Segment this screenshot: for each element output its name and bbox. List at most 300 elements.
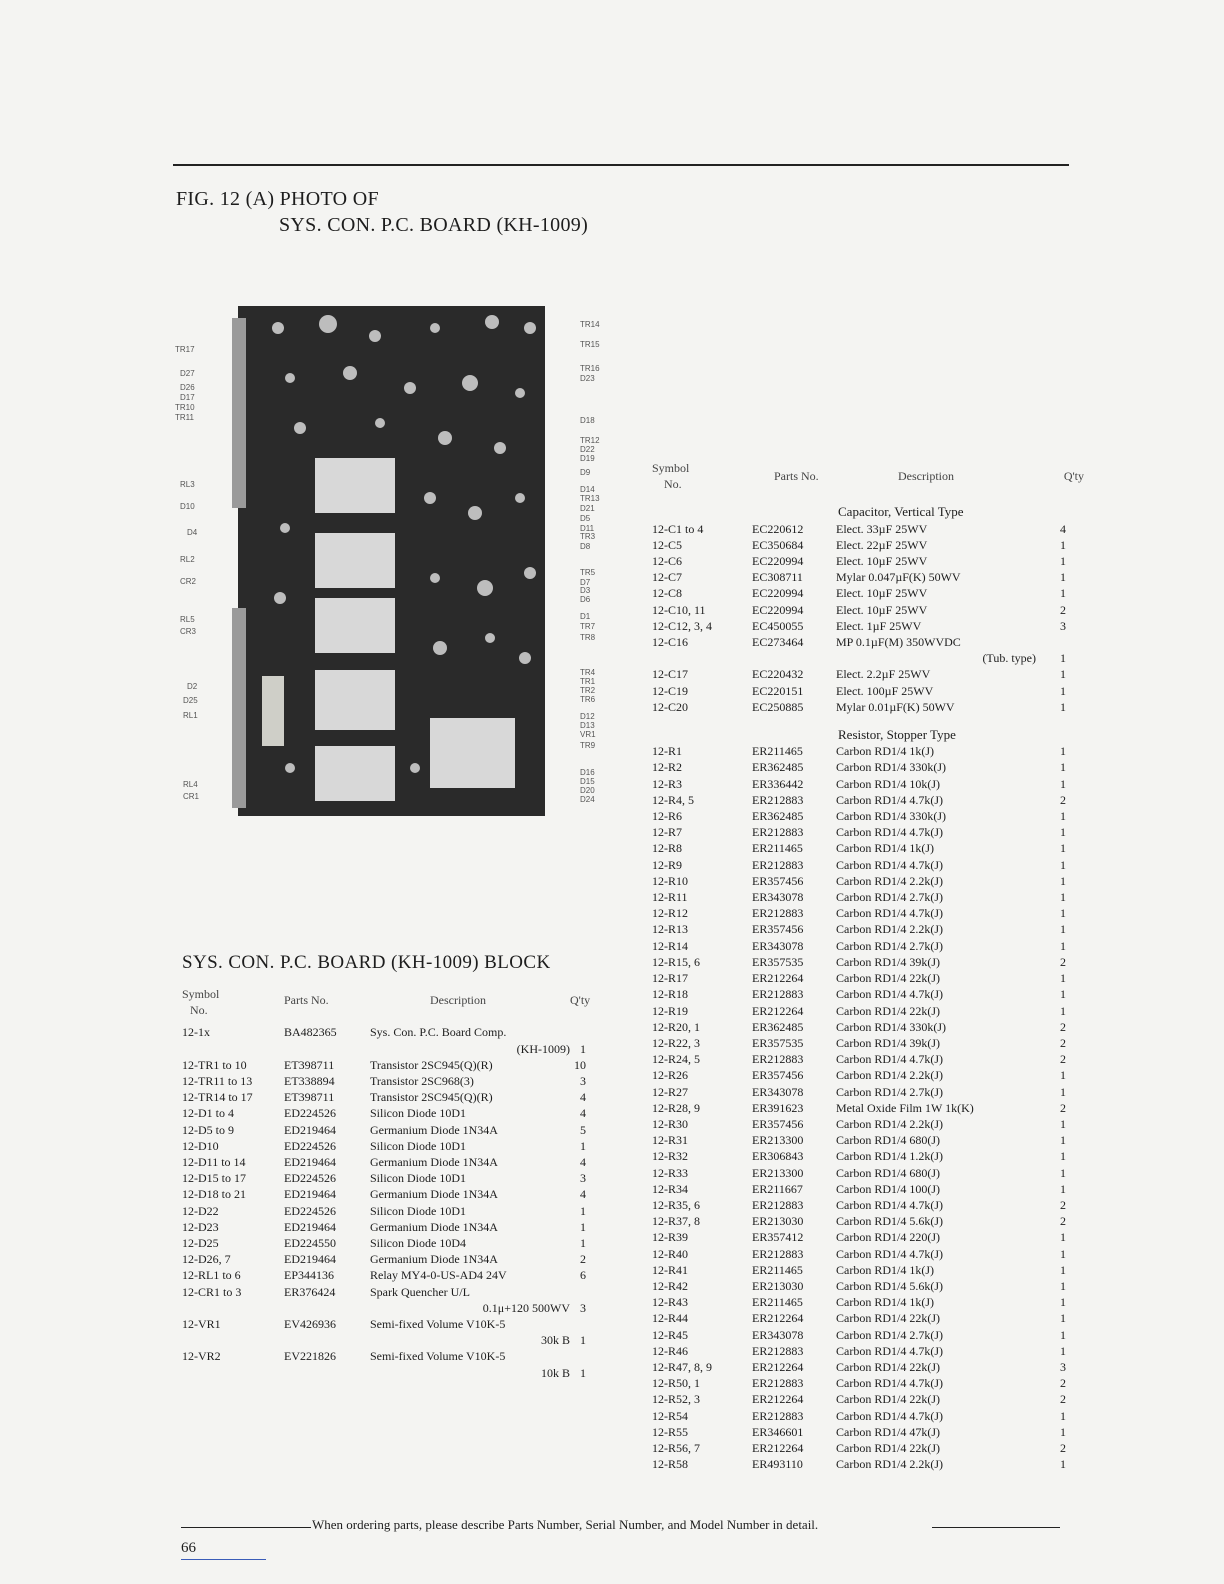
parts-no-cell: ER212264 <box>752 1440 804 1455</box>
parts-no-cell: ER357412 <box>752 1230 804 1245</box>
parts-no-cell: ER357456 <box>752 1068 804 1083</box>
table-row <box>652 553 1084 569</box>
symbol-cell: 12-R8 <box>652 841 682 856</box>
description-cell: Carbon RD1/4 22k(J) <box>836 1003 940 1018</box>
symbol-cell: 12-R20, 1 <box>652 1019 700 1034</box>
qty-cell: 1 <box>1060 1424 1066 1439</box>
parts-no-cell <box>284 1365 370 1381</box>
description-cell: Carbon RD1/4 2.2k(J) <box>836 922 943 937</box>
description-cell: Carbon RD1/4 1k(J) <box>836 841 934 856</box>
photo-label: TR1 <box>580 677 596 686</box>
parts-no-cell: ER213030 <box>752 1278 804 1293</box>
symbol-cell: 12-R19 <box>652 1003 688 1018</box>
qty-cell: 2 <box>1060 602 1066 617</box>
qty-cell: 1 <box>1060 699 1066 714</box>
symbol-cell: 12-VR1 <box>182 1317 221 1332</box>
symbol-cell: 12-R22, 3 <box>652 1035 700 1050</box>
table-row <box>652 1165 1084 1181</box>
qty-cell: 1 <box>1060 1149 1066 1164</box>
parts-no-cell: ER357535 <box>752 1035 804 1050</box>
description-cell: Carbon RD1/4 4.7k(J) <box>836 792 943 807</box>
block-parts-table <box>182 986 591 1381</box>
table-row <box>652 1213 1084 1229</box>
parts-no-cell: ER336442 <box>752 776 804 791</box>
symbol-cell: 12-R55 <box>652 1424 688 1439</box>
table-row <box>182 1041 586 1057</box>
description-cell: Carbon RD1/4 5.6k(J) <box>836 1278 943 1293</box>
parts-no-cell: ER212883 <box>752 825 804 840</box>
qty-cell: 2 <box>1060 792 1066 807</box>
table-row <box>652 699 1084 715</box>
description-cell: Germanium Diode 1N34A <box>370 1252 498 1267</box>
photo-label: RL2 <box>180 555 195 564</box>
table-row <box>652 1278 1084 1294</box>
parts-no-cell: ER212264 <box>752 1311 804 1326</box>
photo-label: TR5 <box>580 568 596 577</box>
qty-cell: 1 <box>1060 1068 1066 1083</box>
table-row <box>652 808 1084 824</box>
description-cell: Carbon RD1/4 2.7k(J) <box>836 1327 943 1342</box>
qty-cell: 10 <box>574 1057 586 1072</box>
qty-cell: 1 <box>1060 1133 1066 1148</box>
description-cell: Carbon RD1/4 330k(J) <box>836 760 946 775</box>
description-cell: Carbon RD1/4 10k(J) <box>836 776 940 791</box>
parts-no-cell: ER343078 <box>752 890 804 905</box>
description-cell: Relay MY4-0-US-AD4 24V <box>370 1268 507 1283</box>
table-row <box>652 1343 1084 1359</box>
symbol-cell: 12-C5 <box>652 537 682 552</box>
header-symbol: Symbol No. <box>182 987 220 1018</box>
table-row <box>652 1084 1084 1100</box>
photo-label: TR3 <box>580 532 596 541</box>
symbol-cell: 12-RL1 to 6 <box>182 1268 241 1283</box>
parts-no-cell: ER212883 <box>752 1343 804 1358</box>
description-cell: Silicon Diode 10D1 <box>370 1203 466 1218</box>
parts-no-cell: ER357456 <box>752 922 804 937</box>
pcb-photo <box>230 298 550 818</box>
qty-cell: 1 <box>1060 1165 1066 1180</box>
symbol-cell: 12-R56, 7 <box>652 1440 700 1455</box>
photo-label: D2 <box>187 682 198 691</box>
description-cell: Germanium Diode 1N34A <box>370 1122 498 1137</box>
symbol-cell: 12-R45 <box>652 1327 688 1342</box>
qty-cell: 1 <box>1060 971 1066 986</box>
photo-label: D24 <box>580 795 595 804</box>
description-cell: Transistor 2SC945(Q)(R) <box>370 1090 493 1105</box>
qty-cell: 1 <box>1060 809 1066 824</box>
parts-no-cell: ED224526 <box>284 1171 336 1186</box>
symbol-cell: 12-R13 <box>652 922 688 937</box>
parts-no-cell: ER212883 <box>752 1197 804 1212</box>
photo-label: D14 <box>580 485 595 494</box>
description-cell: Carbon RD1/4 2.7k(J) <box>836 890 943 905</box>
symbol-cell <box>182 1300 284 1316</box>
qty-cell: 4 <box>580 1106 586 1121</box>
qty-cell: 1 <box>1060 760 1066 775</box>
table-row <box>182 1122 586 1138</box>
qty-cell: 1 <box>1060 1181 1066 1196</box>
photo-label: D3 <box>580 586 591 595</box>
symbol-cell: 12-C17 <box>652 667 688 682</box>
symbol-cell: 12-D11 to 14 <box>182 1155 246 1170</box>
qty-cell: 1 <box>1060 825 1066 840</box>
qty-cell: 1 <box>1060 987 1066 1002</box>
symbol-cell: 12-R58 <box>652 1457 688 1472</box>
table-row <box>182 1089 586 1105</box>
description-cell: Elect. 22µF 25WV <box>836 537 928 552</box>
qty-cell: 1 <box>1060 922 1066 937</box>
photo-label: D13 <box>580 721 595 730</box>
qty-cell: 3 <box>1060 618 1066 633</box>
parts-no-cell: ED224526 <box>284 1106 336 1121</box>
table-row <box>652 569 1084 585</box>
qty-cell <box>570 1024 586 1040</box>
table-row <box>652 970 1084 986</box>
description-cell: Elect. 10µF 25WV <box>836 602 928 617</box>
description-cell: Carbon RD1/4 2.2k(J) <box>836 1457 943 1472</box>
parts-no-cell: ED224526 <box>284 1138 336 1153</box>
description-cell: Carbon RD1/4 1k(J) <box>836 744 934 759</box>
table-row <box>652 1181 1084 1197</box>
table-row <box>652 824 1084 840</box>
table-row <box>652 921 1084 937</box>
table-row <box>652 634 1084 650</box>
parts-no-cell: ER343078 <box>752 1327 804 1342</box>
photo-label: TR10 <box>175 403 195 412</box>
table-row <box>652 1359 1084 1375</box>
symbol-cell: 12-R35, 6 <box>652 1197 700 1212</box>
description-cell: Carbon RD1/4 220(J) <box>836 1230 940 1245</box>
header-qty: Q'ty <box>570 993 591 1007</box>
description-cell: Carbon RD1/4 2.2k(J) <box>836 1068 943 1083</box>
photo-label: TR14 <box>580 320 600 329</box>
symbol-cell: 12-1x <box>182 1025 210 1040</box>
description-cell: Carbon RD1/4 1.2k(J) <box>836 1149 943 1164</box>
qty-cell: 2 <box>1060 1019 1066 1034</box>
footer-note: When ordering parts, please describe Parts Number, Serial Number, and Model Number in detail. <box>312 1517 819 1532</box>
header-description: Description <box>430 993 486 1007</box>
description-cell: (KH-1009) <box>516 1041 570 1056</box>
photo-label: D5 <box>580 514 591 523</box>
symbol-cell: 12-R46 <box>652 1343 688 1358</box>
parts-no-cell: ER212264 <box>752 1392 804 1407</box>
qty-cell: 4 <box>580 1090 586 1105</box>
symbol-cell: 12-R1 <box>652 744 682 759</box>
parts-no-cell: ER213300 <box>752 1165 804 1180</box>
header-description: Description <box>898 469 954 483</box>
description-cell: Carbon RD1/4 4.7k(J) <box>836 825 943 840</box>
parts-no-cell: ET398711 <box>284 1057 335 1072</box>
footer-rule-left <box>181 1527 311 1528</box>
table-row <box>652 1003 1084 1019</box>
table-row <box>182 1170 586 1186</box>
parts-no-cell: ER211465 <box>752 1295 803 1310</box>
parts-no-cell: ER212883 <box>752 792 804 807</box>
header-parts-no: Parts No. <box>284 993 329 1007</box>
header-symbol: Symbol No. <box>652 461 690 492</box>
photo-label: D17 <box>180 393 195 402</box>
parts-no-cell: ER212264 <box>752 971 804 986</box>
parts-no-cell: ED219464 <box>284 1122 336 1137</box>
parts-no-cell: ER213300 <box>752 1133 804 1148</box>
header-qty: Q'ty <box>1063 469 1084 483</box>
qty-cell: 1 <box>1060 1003 1066 1018</box>
photo-label: D15 <box>580 777 595 786</box>
parts-no-cell: EC220994 <box>752 602 804 617</box>
description-cell: Carbon RD1/4 5.6k(J) <box>836 1214 943 1229</box>
symbol-cell: 12-R52, 3 <box>652 1392 700 1407</box>
parts-no-cell: ER357535 <box>752 954 804 969</box>
qty-cell: 1 <box>1060 857 1066 872</box>
qty-cell: 4 <box>580 1155 586 1170</box>
photo-label: TR8 <box>580 633 596 642</box>
parts-no-cell: EC450055 <box>752 618 804 633</box>
symbol-cell: 12-R47, 8, 9 <box>652 1359 712 1374</box>
group-title-resistor: Resistor, Stopper Type <box>838 727 956 743</box>
parts-no-cell: ER211667 <box>752 1181 803 1196</box>
symbol-cell: 12-R3 <box>652 776 682 791</box>
table-row <box>652 840 1084 856</box>
qty-cell: 1 <box>1060 1262 1066 1277</box>
symbol-cell: 12-TR14 to 17 <box>182 1090 253 1105</box>
table-row <box>182 1316 586 1332</box>
parts-no-cell: ER212883 <box>752 1408 804 1423</box>
parts-no-cell <box>284 1041 370 1057</box>
symbol-cell: 12-C1 to 4 <box>652 521 704 536</box>
qty-cell: 3 <box>1060 1359 1066 1374</box>
photo-label: D6 <box>580 595 591 604</box>
photo-label: TR4 <box>580 668 596 677</box>
qty-cell: 1 <box>580 1365 586 1380</box>
parts-no-cell: ER211465 <box>752 841 803 856</box>
table-row <box>652 1262 1084 1278</box>
qty-cell: 2 <box>1060 1376 1066 1391</box>
symbol-cell: 12-D26, 7 <box>182 1252 231 1267</box>
photo-label: D20 <box>580 786 595 795</box>
photo-label: D4 <box>187 528 198 537</box>
qty-cell: 2 <box>1060 1392 1066 1407</box>
description-cell: Carbon RD1/4 4.7k(J) <box>836 1052 943 1067</box>
description-cell: Carbon RD1/4 4.7k(J) <box>836 906 943 921</box>
description-cell: Elect. 2.2µF 25WV <box>836 667 931 682</box>
table-row <box>652 938 1084 954</box>
table-row <box>652 954 1084 970</box>
symbol-cell <box>652 650 752 666</box>
table-row <box>652 1019 1084 1035</box>
group-title-capacitor: Capacitor, Vertical Type <box>838 504 964 520</box>
symbol-cell: 12-C8 <box>652 586 682 601</box>
parts-no-cell: ER362485 <box>752 1019 804 1034</box>
description-cell: Silicon Diode 10D1 <box>370 1106 466 1121</box>
description-cell: Carbon RD1/4 22k(J) <box>836 1440 940 1455</box>
qty-cell: 1 <box>1060 1246 1066 1261</box>
table-row <box>182 1251 586 1267</box>
table-row <box>182 1186 586 1202</box>
symbol-cell: 12-R18 <box>652 987 688 1002</box>
parts-no-cell: EC350684 <box>752 537 804 552</box>
symbol-cell: 12-R39 <box>652 1230 688 1245</box>
symbol-cell <box>182 1365 284 1381</box>
symbol-cell: 12-R15, 6 <box>652 954 700 969</box>
table-row <box>182 1219 586 1235</box>
table-row <box>652 1456 1084 1472</box>
table-row <box>652 618 1084 634</box>
table-row <box>182 1284 586 1300</box>
table-header <box>652 460 1084 492</box>
description-cell: Carbon RD1/4 2.7k(J) <box>836 1084 943 1099</box>
photo-label: TR6 <box>580 695 596 704</box>
photo-label: TR12 <box>580 436 600 445</box>
qty-cell: 4 <box>580 1187 586 1202</box>
parts-no-cell: EC220612 <box>752 521 804 536</box>
parts-no-cell <box>284 1332 370 1348</box>
qty-cell: 1 <box>1060 841 1066 856</box>
qty-cell: 2 <box>1060 1052 1066 1067</box>
description-cell: Carbon RD1/4 100(J) <box>836 1181 940 1196</box>
qty-cell: 5 <box>580 1122 586 1137</box>
photo-label: D7 <box>580 578 591 587</box>
description-cell: Carbon RD1/4 4.7k(J) <box>836 1197 943 1212</box>
photo-label: CR1 <box>183 792 200 801</box>
table-row <box>652 1327 1084 1343</box>
photo-label: D23 <box>580 374 595 383</box>
table-row <box>182 1057 586 1073</box>
qty-cell: 3 <box>580 1074 586 1089</box>
table-row <box>652 986 1084 1002</box>
qty-cell: 2 <box>1060 1100 1066 1115</box>
parts-no-cell: ER376424 <box>284 1284 336 1299</box>
qty-cell: 4 <box>1060 521 1066 536</box>
parts-no-cell: ER212883 <box>752 857 804 872</box>
page-number: 66 <box>181 1540 196 1556</box>
top-rule <box>173 164 1069 166</box>
table-row <box>652 1424 1084 1440</box>
photo-label: D11 <box>580 524 595 533</box>
parts-no-cell: EP344136 <box>284 1268 335 1283</box>
photo-label: D21 <box>580 504 595 513</box>
table-row <box>652 537 1084 553</box>
table-row <box>652 905 1084 921</box>
photo-label: RL1 <box>183 711 198 720</box>
qty-cell: 1 <box>1060 938 1066 953</box>
symbol-cell: 12-C16 <box>652 635 688 650</box>
description-cell: Carbon RD1/4 2.2k(J) <box>836 1116 943 1131</box>
parts-no-cell <box>284 1300 370 1316</box>
symbol-cell: 12-R30 <box>652 1116 688 1131</box>
qty-cell: 1 <box>1060 1084 1066 1099</box>
description-cell: Carbon RD1/4 330k(J) <box>836 809 946 824</box>
description-cell: Carbon RD1/4 1k(J) <box>836 1295 934 1310</box>
photo-label: D9 <box>580 468 591 477</box>
parts-no-cell: ER362485 <box>752 809 804 824</box>
symbol-cell: 12-R44 <box>652 1311 688 1326</box>
table-row <box>652 1116 1084 1132</box>
table-row <box>182 1235 586 1251</box>
description-cell: Carbon RD1/4 1k(J) <box>836 1262 934 1277</box>
parts-no-cell: ER212264 <box>752 1359 804 1374</box>
description-cell: Semi-fixed Volume V10K-5 <box>370 1317 506 1332</box>
description-cell: Elect. 1µF 25WV <box>836 618 922 633</box>
symbol-cell: 12-R11 <box>652 890 688 905</box>
table-row <box>652 1310 1084 1326</box>
parts-no-cell: ET338894 <box>284 1074 335 1089</box>
photo-label: D16 <box>580 768 595 777</box>
table-row <box>182 1365 586 1381</box>
parts-no-cell: ED219464 <box>284 1187 336 1202</box>
table-row <box>652 683 1084 699</box>
description-cell: Carbon RD1/4 4.7k(J) <box>836 1376 943 1391</box>
parts-no-cell: ER212883 <box>752 1052 804 1067</box>
qty-cell: 1 <box>1060 1295 1066 1310</box>
description-cell: 0.1μ+120 500WV <box>482 1300 570 1315</box>
qty-cell: 2 <box>580 1252 586 1267</box>
symbol-cell: 12-D15 to 17 <box>182 1171 246 1186</box>
qty-cell: 1 <box>1060 537 1066 552</box>
qty-cell: 1 <box>1060 1343 1066 1358</box>
table-row <box>652 1246 1084 1262</box>
description-cell: Carbon RD1/4 680(J) <box>836 1133 940 1148</box>
symbol-cell: 12-R37, 8 <box>652 1214 700 1229</box>
parts-no-cell: ER212264 <box>752 1003 804 1018</box>
parts-no-cell: ED224550 <box>284 1236 336 1251</box>
description-cell: Elect. 100µF 25WV <box>836 683 934 698</box>
table-row <box>652 1100 1084 1116</box>
photo-label: D12 <box>580 712 595 721</box>
description-cell: 10k B <box>540 1365 570 1380</box>
description-cell: Carbon RD1/4 330k(J) <box>836 1019 946 1034</box>
parts-no-cell: EC220432 <box>752 667 804 682</box>
qty-cell: 1 <box>580 1041 586 1056</box>
description-cell: Germanium Diode 1N34A <box>370 1219 498 1234</box>
qty-cell: 2 <box>1060 954 1066 969</box>
description-cell: Carbon RD1/4 4.7k(J) <box>836 857 943 872</box>
table-row <box>182 1105 586 1121</box>
table-row <box>182 1332 586 1348</box>
symbol-cell: 12-D5 to 9 <box>182 1122 234 1137</box>
description-cell: Silicon Diode 10D4 <box>370 1236 466 1251</box>
parts-no-cell: ER357456 <box>752 873 804 888</box>
symbol-cell: 12-D23 <box>182 1219 219 1234</box>
symbol-cell: 12-R40 <box>652 1246 688 1261</box>
parts-no-cell: ER362485 <box>752 760 804 775</box>
qty-cell: 2 <box>1060 1197 1066 1212</box>
photo-label: D8 <box>580 542 591 551</box>
table-row <box>652 666 1084 682</box>
description-cell: Carbon RD1/4 39k(J) <box>836 954 940 969</box>
photo-label: D1 <box>580 612 591 621</box>
qty-cell: 1 <box>1060 554 1066 569</box>
qty-cell: 1 <box>580 1236 586 1251</box>
symbol-cell: 12-R14 <box>652 938 688 953</box>
parts-no-cell: ER357456 <box>752 1116 804 1131</box>
description-cell: Carbon RD1/4 4.7k(J) <box>836 1246 943 1261</box>
symbol-cell: 12-D22 <box>182 1203 219 1218</box>
qty-cell: 1 <box>1060 1457 1066 1472</box>
description-cell: Carbon RD1/4 39k(J) <box>836 1035 940 1050</box>
table-row <box>182 1267 586 1283</box>
qty-cell: 1 <box>1060 1116 1066 1131</box>
qty-cell: 1 <box>1060 1408 1066 1423</box>
description-cell: Silicon Diode 10D1 <box>370 1138 466 1153</box>
footer-rule-right <box>932 1527 1060 1528</box>
symbol-cell: 12-R10 <box>652 873 688 888</box>
symbol-cell: 12-C19 <box>652 683 688 698</box>
parts-no-cell: EC273464 <box>752 635 804 650</box>
description-cell: Germanium Diode 1N34A <box>370 1187 498 1202</box>
description-cell: Elect. 33µF 25WV <box>836 521 928 536</box>
parts-no-cell: ER493110 <box>752 1457 803 1472</box>
qty-cell: 1 <box>1060 890 1066 905</box>
